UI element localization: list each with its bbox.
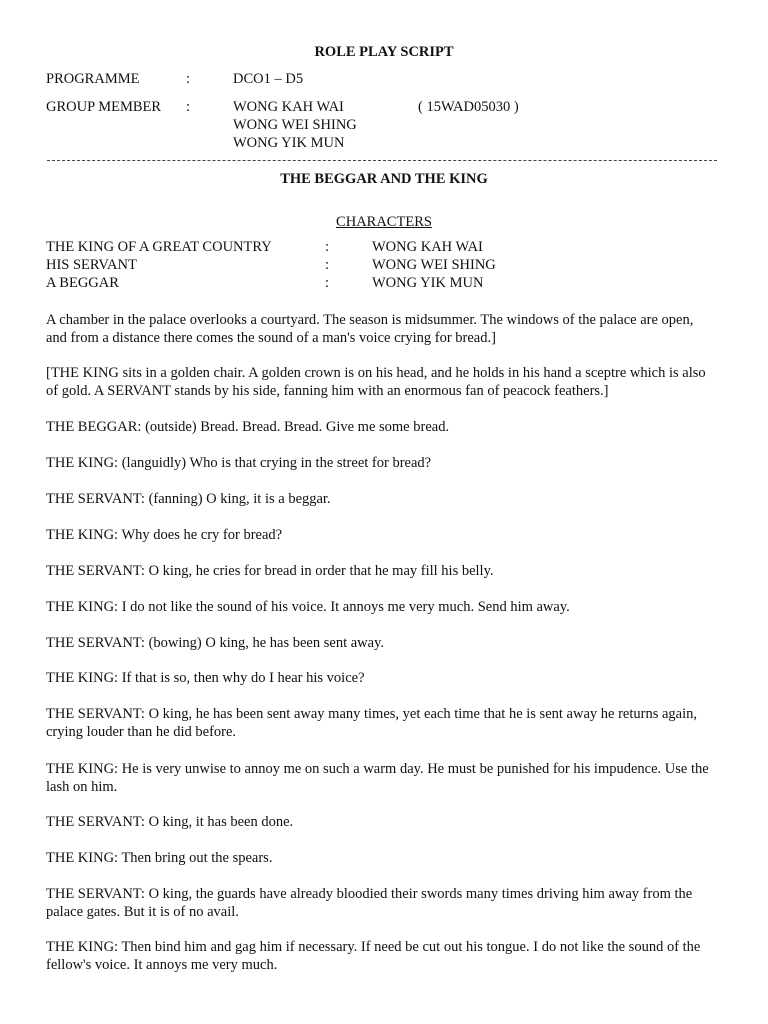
play-title: THE BEGGAR AND THE KING: [280, 171, 488, 187]
character-colon-2: :: [325, 257, 330, 273]
character-colon-3: :: [325, 275, 330, 291]
character-role-3: A BEGGAR: [46, 275, 119, 291]
dialogue-line: THE KING: He is very unwise to annoy me on such a warm day. He must be punished for his impudence. Use the lash on him.: [46, 761, 709, 795]
dialogue-line: THE BEGGAR: (outside) Bread. Bread. Bread. Give me some bread.: [46, 419, 450, 435]
stage-direction-king: [THE KING sits in a golden chair. A golden crown is on his head, and he holds in his hand a sceptre which is also of gold. A SERVANT stands by his side, fanning him with an enormous fan of peacock feathers.]: [46, 365, 706, 399]
dialogue-line: THE SERVANT: (fanning) O king, it is a beggar.: [46, 491, 331, 507]
dialogue-line: THE SERVANT: O king, it has been done.: [46, 814, 294, 830]
member-id: ( 15WAD05030 ): [418, 99, 519, 115]
character-role-2: HIS SERVANT: [46, 257, 137, 273]
dialogue-line: THE KING: (languidly) Who is that crying in the street for bread?: [46, 455, 432, 471]
dashed-divider: [47, 160, 717, 161]
character-role-1: THE KING OF A GREAT COUNTRY: [46, 239, 272, 255]
dialogue-line: THE KING: Then bring out the spears.: [46, 850, 273, 866]
dialogue-line: THE KING: I do not like the sound of his voice. It annoys me very much. Send him away.: [46, 599, 570, 615]
programme-colon: :: [186, 71, 191, 87]
group-member-3: WONG YIK MUN: [233, 135, 345, 151]
dialogue-line: THE SERVANT: O king, he cries for bread in order that he may fill his belly.: [46, 563, 494, 579]
programme-value: DCO1 – D5: [233, 71, 304, 87]
dialogue-line: THE SERVANT: O king, he has been sent away many times, yet each time that he is sent away he returns again, crying louder than he did before.: [46, 706, 697, 740]
group-member-label: GROUP MEMBER: [46, 99, 162, 115]
characters-heading: CHARACTERS: [336, 214, 432, 230]
dialogue-line: THE KING: Why does he cry for bread?: [46, 527, 283, 543]
character-colon-1: :: [325, 239, 330, 255]
group-member-2: WONG WEI SHING: [233, 117, 357, 133]
script-title: ROLE PLAY SCRIPT: [314, 44, 454, 60]
character-actor-2: WONG WEI SHING: [372, 257, 496, 273]
character-actor-3: WONG YIK MUN: [372, 275, 484, 291]
dialogue-line: THE SERVANT: O king, the guards have already bloodied their swords many times driving him away from the palace gates. But it is of no avail.: [46, 886, 693, 920]
programme-label: PROGRAMME: [46, 71, 140, 87]
dialogue-line: THE KING: Then bind him and gag him if necessary. If need be cut out his tongue. I do not like the sound of the fellow's voice. It annoys me very much.: [46, 939, 701, 973]
character-actor-1: WONG KAH WAI: [372, 239, 483, 255]
group-member-colon: :: [186, 99, 191, 115]
dialogue-line: THE SERVANT: (bowing) O king, he has been sent away.: [46, 635, 385, 651]
dialogue-line: THE KING: If that is so, then why do I hear his voice?: [46, 670, 365, 686]
stage-direction-setting: A chamber in the palace overlooks a courtyard. The season is midsummer. The windows of the palace are open, and from a distance there comes the sound of a man's voice crying for bread.]: [46, 312, 694, 346]
group-member-1: WONG KAH WAI: [233, 99, 344, 115]
